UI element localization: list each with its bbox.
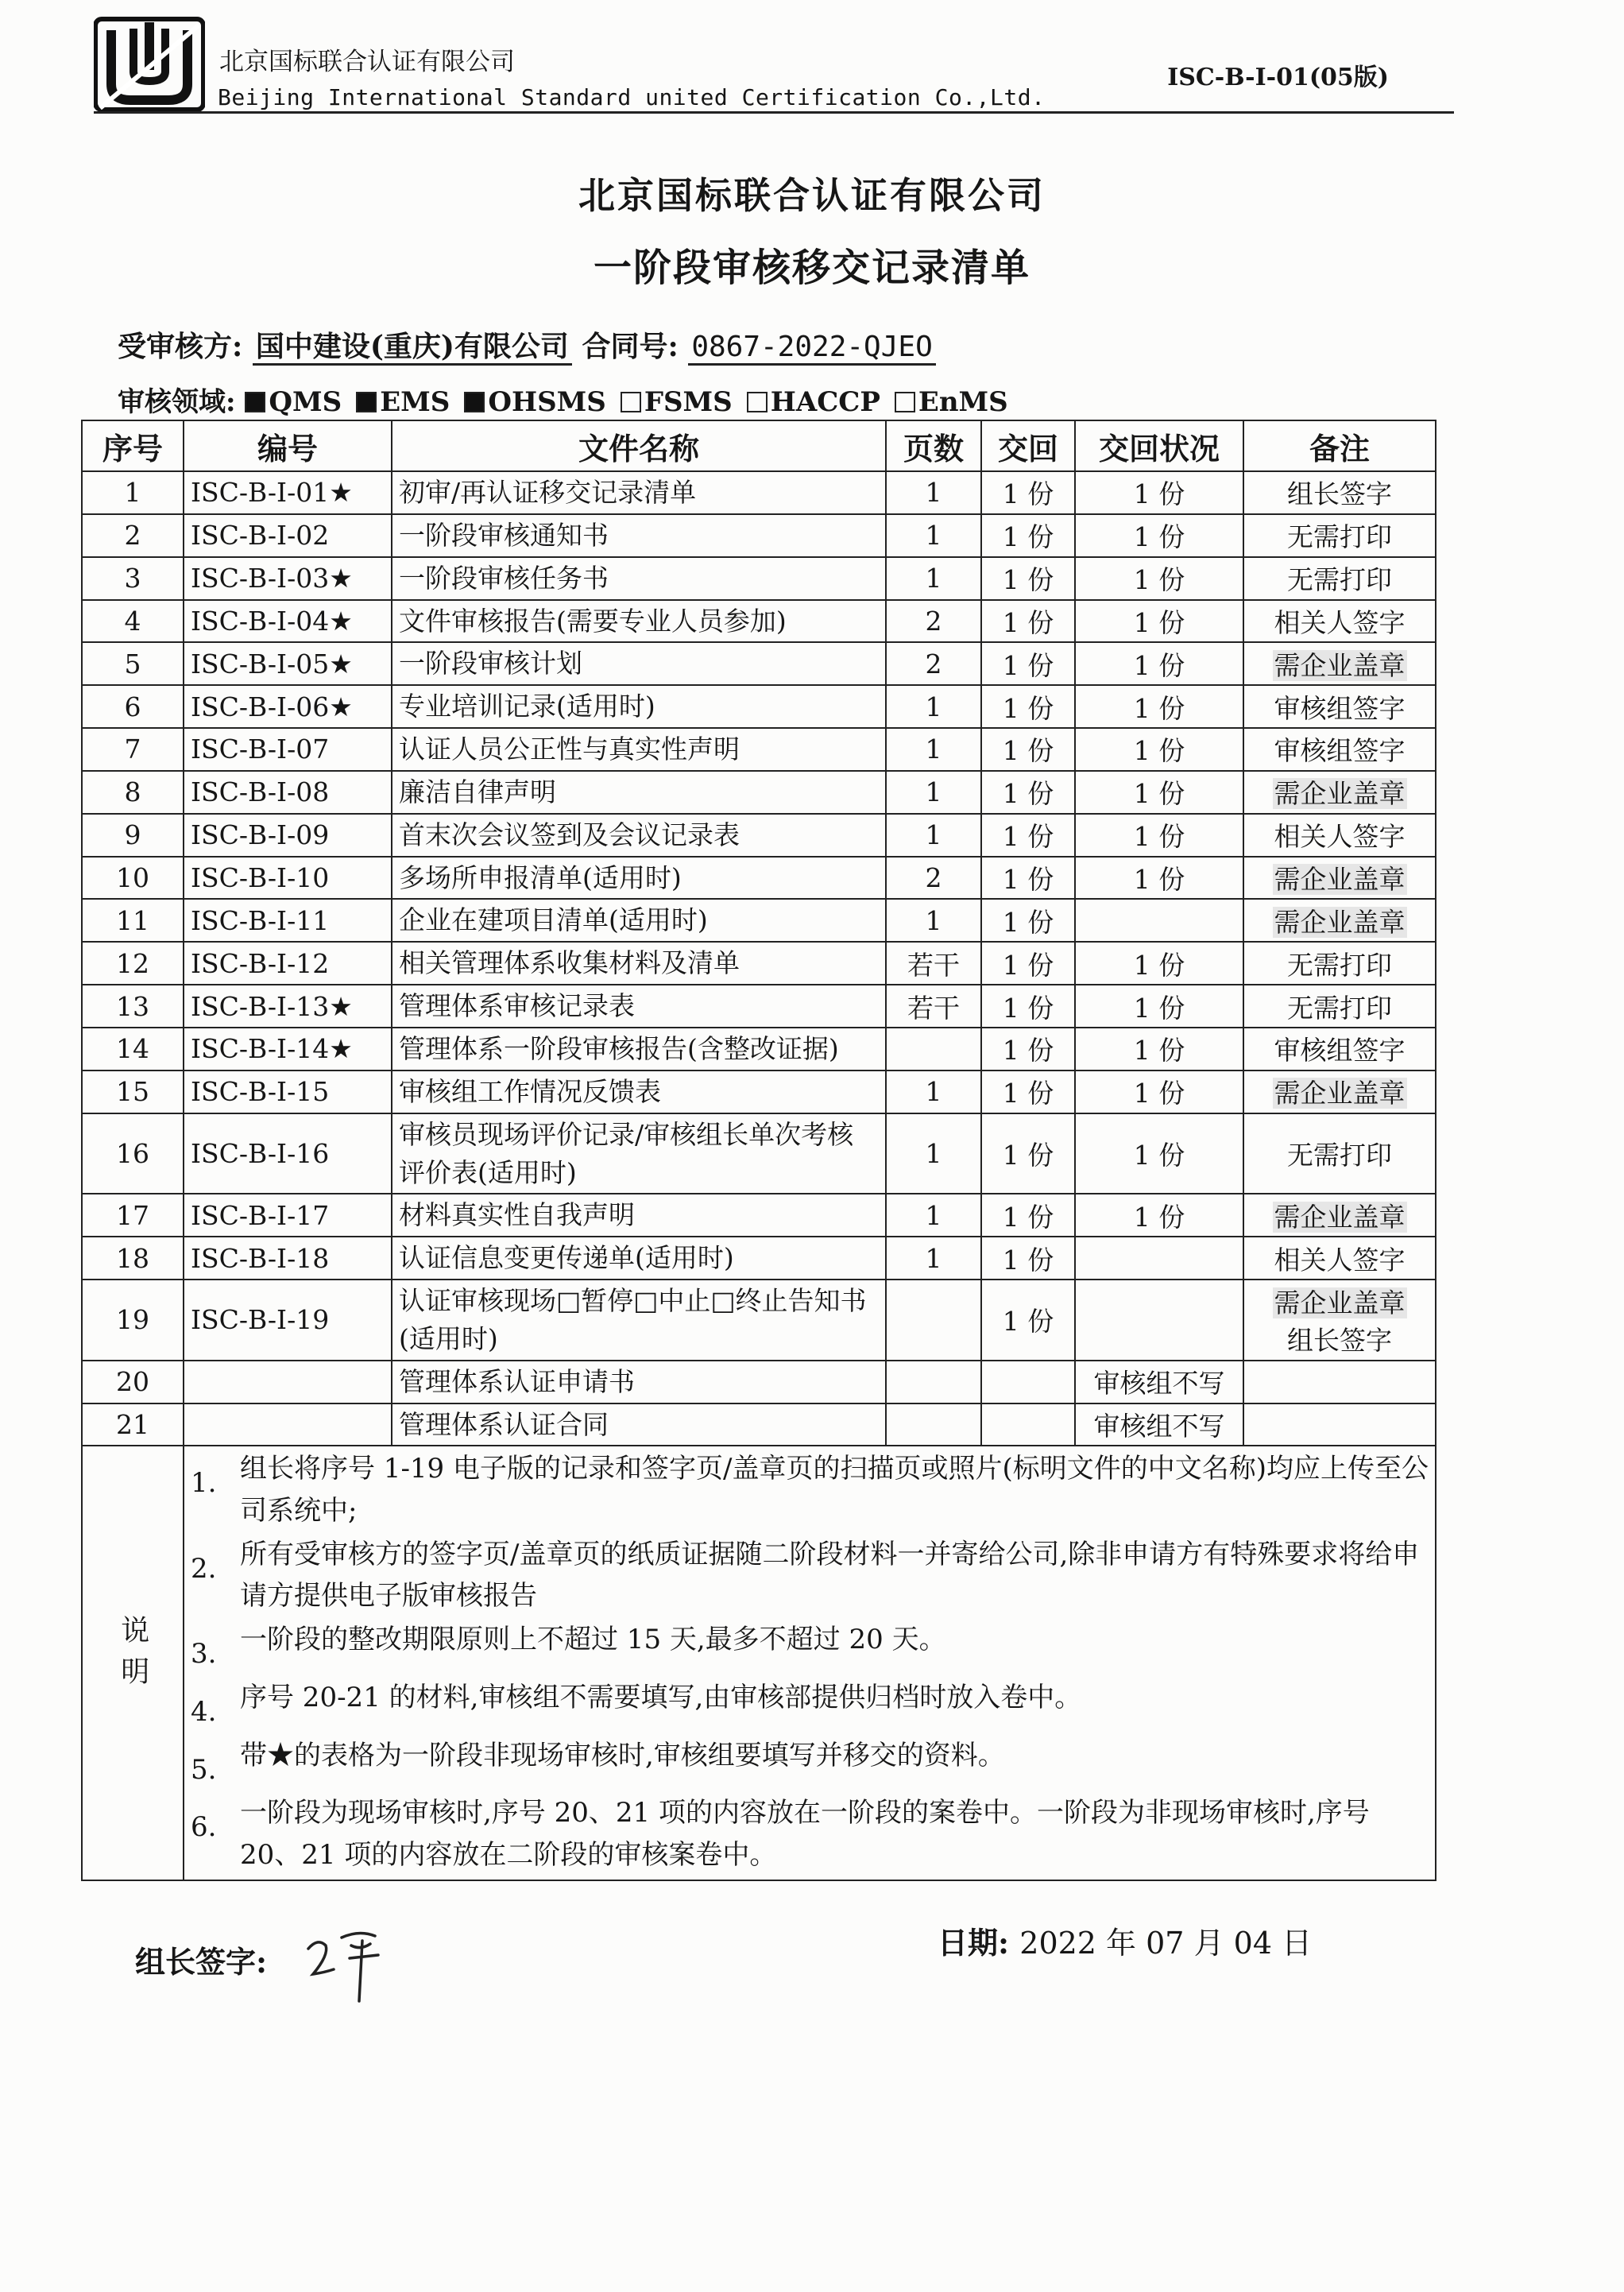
row-file-name: 多场所申报清单(适用时) [392,857,886,900]
note-number: 2. [191,1552,217,1585]
row-number: 21 [82,1403,184,1446]
remark-text: 需企业盖章 [1274,1287,1406,1318]
table-row [82,1237,1436,1280]
row-code: ISC-B-I-18 [184,1237,392,1280]
row-code: ISC-B-I-10 [184,857,392,900]
note-text: 一阶段的整改期限原则上不超过 15 天,最多不超过 20 天。 [240,1624,946,1656]
col-header-remark: 备注 [1243,420,1436,471]
row-file-name: 专业培训记录(适用时) [392,685,886,728]
note-text: 所有受审核方的签字页/盖章页的纸质证据随二阶段材料一并寄给公司,除非申请方有特殊要求将给申请方提供电子版审核报告 [240,1538,1420,1613]
notes-label-text: 说明 [116,1614,149,1698]
table-row [82,642,1436,685]
notes-label [82,1446,184,1880]
remark-text: 无需打印 [1287,1140,1392,1171]
note-number: 4. [191,1695,217,1728]
row-return-status: 1 份 [1075,685,1243,728]
table-row [82,985,1436,1028]
row-number: 10 [82,857,184,900]
row-returned: 1 份 [981,1028,1075,1071]
row-returned: 1 份 [981,1113,1075,1194]
domain-label-text: EMS [380,386,450,418]
domain-enms [895,386,1008,418]
row-pages: 1 [886,771,981,814]
row-return-status [1075,899,1243,942]
note-number: 1. [191,1467,217,1500]
row-returned: 1 份 [981,771,1075,814]
row-return-status [1075,1237,1243,1280]
table-row [82,942,1436,985]
row-code: ISC-B-I-15 [184,1071,392,1113]
row-return-status: 1 份 [1075,1071,1243,1113]
row-return-status: 1 份 [1075,814,1243,857]
row-code [184,1361,392,1403]
row-file-name: 管理体系认证申请书 [392,1361,886,1403]
row-returned: 1 份 [981,814,1075,857]
remark-text: 无需打印 [1287,564,1392,596]
row-number: 4 [82,600,184,643]
row-pages [886,1280,981,1361]
row-return-status: 1 份 [1075,771,1243,814]
row-return-status: 1 份 [1075,857,1243,900]
domain-ohsms [464,386,605,418]
table-row [82,1028,1436,1071]
auditee-line [118,324,936,365]
row-file-name: 认证人员公正性与真实性声明 [392,728,886,771]
row-pages: 1 [886,685,981,728]
row-returned: 1 份 [981,514,1075,557]
remark-text: 相关人签字 [1274,1244,1406,1276]
row-returned: 1 份 [981,557,1075,600]
row-code [184,1403,392,1446]
note-number: 5. [191,1753,217,1786]
remark-text-2: 组长签字 [1287,1324,1392,1356]
row-pages: 2 [886,857,981,900]
row-returned [981,1403,1075,1446]
row-code: ISC-B-I-12 [184,942,392,985]
row-returned: 1 份 [981,899,1075,942]
row-remark [1243,1280,1436,1361]
row-file-name: 相关管理体系收集材料及清单 [392,942,886,985]
row-code: ISC-B-I-03★ [184,557,392,600]
row-pages [886,1028,981,1071]
row-number: 16 [82,1113,184,1194]
row-return-status: 1 份 [1075,471,1243,514]
table-header-row [82,420,1436,471]
row-file-name: 认证审核现场□暂停□中止□终止告知书(适用时) [392,1280,886,1361]
row-remark [1243,728,1436,771]
unchecked-box-icon [895,392,915,412]
row-remark [1243,1361,1436,1403]
row-return-status [1075,1280,1243,1361]
row-pages: 1 [886,814,981,857]
row-number: 11 [82,899,184,942]
table-row [82,471,1436,514]
col-header-status: 交回状况 [1075,420,1243,471]
row-remark [1243,642,1436,685]
row-file-name: 审核员现场评价记录/审核组长单次考核评价表(适用时) [392,1113,886,1194]
unchecked-box-icon [747,392,768,412]
row-code: ISC-B-I-01★ [184,471,392,514]
company-name-cn: 北京国标联合认证有限公司 [219,48,515,76]
remark-text: 需企业盖章 [1274,1078,1406,1109]
notes-row [82,1446,1436,1880]
domain-label-text: EnMS [918,386,1008,418]
table-row [82,857,1436,900]
row-remark [1243,471,1436,514]
row-file-name: 文件审核报告(需要专业人员参加) [392,600,886,643]
remark-text: 审核组签字 [1274,735,1406,767]
row-pages: 若干 [886,985,981,1028]
row-remark [1243,1403,1436,1446]
row-number: 5 [82,642,184,685]
table-row [82,1403,1436,1446]
table-row [82,899,1436,942]
domain-qms [245,386,342,418]
remark-text: 审核组签字 [1274,1035,1406,1067]
note-number: 3. [191,1638,217,1671]
remark-text: 需企业盖章 [1274,1201,1406,1233]
row-number: 17 [82,1194,184,1237]
remark-text: 无需打印 [1287,992,1392,1024]
table-row [82,600,1436,643]
col-header-pages: 页数 [886,420,981,471]
audit-domains [118,380,1023,419]
remark-text: 组长签字 [1287,478,1392,510]
row-returned: 1 份 [981,1280,1075,1361]
date-label: 日期: [938,1925,1010,1961]
handwritten-signature [302,1914,397,2009]
row-pages: 1 [886,557,981,600]
row-return-status: 1 份 [1075,600,1243,643]
table-row [82,814,1436,857]
remark-text: 相关人签字 [1274,606,1406,638]
domain-label-text: QMS [269,386,342,418]
row-code: ISC-B-I-08 [184,771,392,814]
row-code: ISC-B-I-07 [184,728,392,771]
remark-text: 相关人签字 [1274,821,1406,853]
row-returned: 1 份 [981,1071,1075,1113]
row-pages: 1 [886,899,981,942]
table-row [82,1361,1436,1403]
row-file-name: 审核组工作情况反馈表 [392,1071,886,1113]
remark-text: 无需打印 [1287,521,1392,553]
note-item [191,1619,1429,1675]
row-return-status: 1 份 [1075,557,1243,600]
row-remark [1243,1237,1436,1280]
row-returned [981,1361,1075,1403]
form-code: ISC-B-I-01(05版) [1167,64,1389,91]
document-title: 一阶段审核移交记录清单 [593,246,1030,290]
row-number: 9 [82,814,184,857]
remark-text: 需企业盖章 [1274,649,1406,681]
row-code: ISC-B-I-17 [184,1194,392,1237]
row-code: ISC-B-I-16 [184,1113,392,1194]
row-number: 12 [82,942,184,985]
domain-haccp [747,386,880,418]
row-file-name: 认证信息变更传递单(适用时) [392,1237,886,1280]
row-remark [1243,1194,1436,1237]
note-item [191,1534,1429,1617]
row-pages: 1 [886,1113,981,1194]
row-code: ISC-B-I-09 [184,814,392,857]
row-file-name: 一阶段审核任务书 [392,557,886,600]
col-header-returned: 交回 [981,420,1075,471]
row-pages [886,1403,981,1446]
row-return-status: 审核组不写 [1075,1403,1243,1446]
row-return-status: 1 份 [1075,1113,1243,1194]
row-pages: 1 [886,514,981,557]
row-remark [1243,1113,1436,1194]
row-returned: 1 份 [981,985,1075,1028]
auditee-value: 国中建设(重庆)有限公司 [253,330,572,366]
row-number: 3 [82,557,184,600]
note-text: 组长将序号 1-19 电子版的记录和签字页/盖章页的扫描页或照片(标明文件的中文名称)均应上传至公司系统中; [240,1453,1429,1527]
row-pages: 1 [886,1237,981,1280]
row-file-name: 一阶段审核计划 [392,642,886,685]
table-row [82,1071,1436,1113]
remark-text: 需企业盖章 [1274,778,1406,810]
row-code: ISC-B-I-05★ [184,642,392,685]
row-remark [1243,857,1436,900]
auditee-label: 受审核方: [118,330,243,363]
row-remark [1243,600,1436,643]
note-text: 一阶段为现场审核时,序号 20、21 项的内容放在一阶段的案卷中。一阶段为非现场审核时,序号 20、21 项的内容放在二阶段的审核案卷中。 [240,1797,1370,1871]
row-return-status: 1 份 [1075,985,1243,1028]
row-returned: 1 份 [981,728,1075,771]
row-number: 18 [82,1237,184,1280]
row-file-name: 廉洁自律声明 [392,771,886,814]
row-file-name: 管理体系审核记录表 [392,985,886,1028]
row-returned: 1 份 [981,685,1075,728]
domain-label-text: FSMS [644,386,733,418]
row-file-name: 企业在建项目清单(适用时) [392,899,886,942]
handover-table [81,420,1436,1881]
header-divider [94,111,1454,114]
row-remark [1243,899,1436,942]
row-file-name: 管理体系一阶段审核报告(含整改证据) [392,1028,886,1071]
note-item [191,1735,1429,1791]
row-return-status: 1 份 [1075,942,1243,985]
row-returned: 1 份 [981,1237,1075,1280]
row-number: 7 [82,728,184,771]
row-pages [886,1361,981,1403]
row-remark [1243,685,1436,728]
row-code: ISC-B-I-14★ [184,1028,392,1071]
row-remark [1243,1028,1436,1071]
row-code: ISC-B-I-04★ [184,600,392,643]
domain-ems [356,386,450,418]
table-row [82,685,1436,728]
row-remark [1243,557,1436,600]
table-row [82,514,1436,557]
row-return-status: 审核组不写 [1075,1361,1243,1403]
notes-list [184,1446,1436,1880]
table-row [82,728,1436,771]
row-remark [1243,1071,1436,1113]
row-number: 15 [82,1071,184,1113]
unchecked-box-icon [621,392,641,412]
table-row [82,771,1436,814]
row-number: 6 [82,685,184,728]
note-item [191,1792,1429,1876]
row-remark [1243,514,1436,557]
row-number: 2 [82,514,184,557]
row-file-name: 一阶段审核通知书 [392,514,886,557]
row-returned: 1 份 [981,942,1075,985]
row-return-status: 1 份 [1075,1194,1243,1237]
remark-text: 无需打印 [1287,949,1392,981]
col-header-code: 编号 [184,420,392,471]
checked-box-icon [245,392,265,412]
date-line [938,1918,1312,1962]
note-text: 序号 20-21 的材料,审核组不需要填写,由审核部提供归档时放入卷中。 [240,1681,1082,1713]
row-number: 19 [82,1280,184,1361]
table-row [82,1113,1436,1194]
letterhead [94,14,1460,116]
row-code: ISC-B-I-06★ [184,685,392,728]
company-name-en: Beijing International Standard united Certification Co.,Ltd. [218,84,1046,110]
table-row [82,1194,1436,1237]
row-pages: 若干 [886,942,981,985]
domain-label-text: OHSMS [488,386,606,418]
remark-text: 需企业盖章 [1274,906,1406,938]
row-return-status: 1 份 [1075,728,1243,771]
row-returned: 1 份 [981,600,1075,643]
note-number: 6. [191,1811,217,1844]
row-returned: 1 份 [981,857,1075,900]
row-remark [1243,814,1436,857]
row-code: ISC-B-I-11 [184,899,392,942]
table-row [82,557,1436,600]
row-number: 8 [82,771,184,814]
row-returned: 1 份 [981,1194,1075,1237]
domain-fsms [621,386,733,418]
leader-signature-label: 组长签字: [135,1944,268,1980]
row-remark [1243,985,1436,1028]
domain-label: 审核领域: [118,386,236,418]
col-header-name: 文件名称 [392,420,886,471]
row-pages: 2 [886,642,981,685]
contract-label: 合同号: [582,330,679,363]
col-header-no: 序号 [82,420,184,471]
row-code: ISC-B-I-02 [184,514,392,557]
note-item [191,1677,1429,1733]
row-pages: 1 [886,1071,981,1113]
row-file-name: 管理体系认证合同 [392,1403,886,1446]
row-number: 1 [82,471,184,514]
row-file-name: 首末次会议签到及会议记录表 [392,814,886,857]
table-row [82,1280,1436,1361]
checked-box-icon [356,392,377,412]
row-pages: 1 [886,471,981,514]
domain-label-text: HACCP [770,386,880,418]
row-number: 14 [82,1028,184,1071]
date-value: 2022 年 07 月 04 日 [1019,1926,1313,1961]
row-remark [1243,771,1436,814]
row-code: ISC-B-I-19 [184,1280,392,1361]
remark-text: 审核组签字 [1274,692,1406,724]
row-number: 20 [82,1361,184,1403]
row-pages: 1 [886,728,981,771]
document-company-title: 北京国标联合认证有限公司 [578,174,1046,217]
row-return-status: 1 份 [1075,1028,1243,1071]
company-logo-icon [94,14,205,114]
row-number: 13 [82,985,184,1028]
row-pages: 1 [886,1194,981,1237]
row-code: ISC-B-I-13★ [184,985,392,1028]
row-return-status: 1 份 [1075,642,1243,685]
checked-box-icon [464,392,485,412]
row-returned: 1 份 [981,642,1075,685]
remark-text: 需企业盖章 [1274,864,1406,896]
row-pages: 2 [886,600,981,643]
row-file-name: 材料真实性自我声明 [392,1194,886,1237]
row-returned: 1 份 [981,471,1075,514]
row-return-status: 1 份 [1075,514,1243,557]
contract-value: 0867-2022-QJEO [688,331,935,366]
note-text: 带★的表格为一阶段非现场审核时,审核组要填写并移交的资料。 [240,1739,1005,1771]
row-remark [1243,942,1436,985]
row-file-name: 初审/再认证移交记录清单 [392,471,886,514]
note-item [191,1448,1429,1531]
